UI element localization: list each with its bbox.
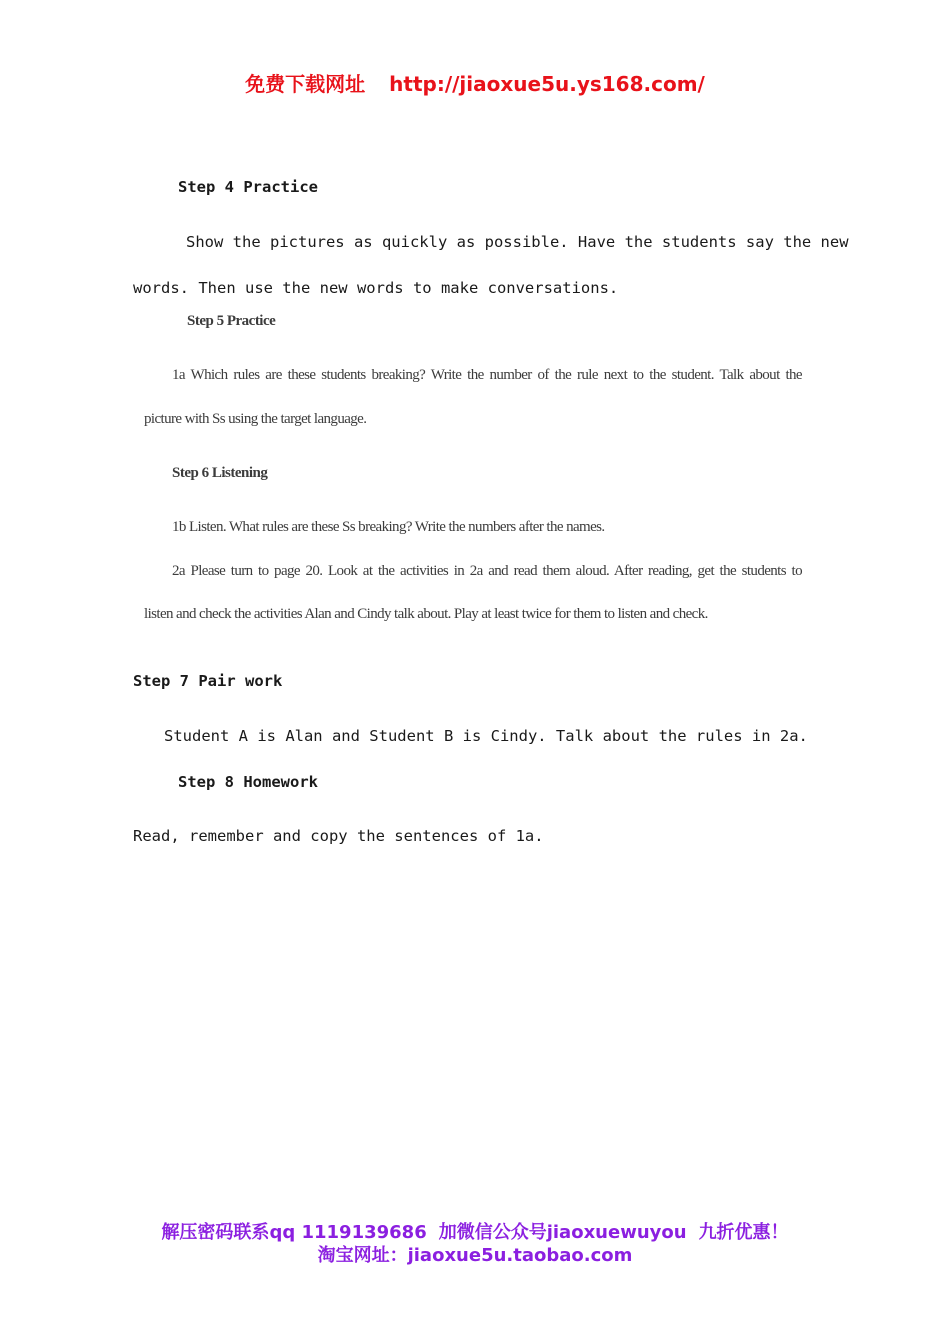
step4-paragraph-line2: words. Then use the new words to make conversations. <box>133 279 619 297</box>
step8-paragraph: Read, remember and copy the sentences of 1a. <box>133 827 544 845</box>
step7-title: Step 7 Pair work <box>133 672 283 690</box>
step4-paragraph-line1: Show the pictures as quickly as possible. Have the students say the new <box>186 233 849 251</box>
footer-discount: 九折优惠！ <box>698 1222 789 1243</box>
footer-taobao-link[interactable]: 淘宝网址：jiaoxue5u.taobao.com <box>317 1245 633 1266</box>
step6-title: Step 6 Listening <box>172 465 268 481</box>
step7-paragraph: Student A is Alan and Student B is Cindy. Talk about the rules in 2a. <box>164 727 808 745</box>
step5-paragraph-line2: picture with Ss using the target language. <box>144 411 367 427</box>
step6-paragraph-line2: 2a Please turn to page 20. Look at the activities in 2a and read them aloud. After reading, get the students to <box>172 563 802 579</box>
header-url-link[interactable]: http://jiaoxue5u.ys168.com/ <box>389 72 705 96</box>
step6-paragraph-line1: 1b Listen. What rules are these Ss breaking? Write the numbers after the names. <box>172 519 605 535</box>
footer-wechat-id: jiaoxuewuyou <box>546 1222 687 1243</box>
step4-title: Step 4 Practice <box>178 178 318 196</box>
header-label: 免费下载网址 <box>245 72 366 96</box>
step8-title: Step 8 Homework <box>178 773 318 791</box>
step6-paragraph-line3: listen and check the activities Alan and Cindy talk about. Play at least twice for them to listen and check. <box>144 606 708 622</box>
footer-wechat-label: 加微信公众号 <box>438 1222 547 1243</box>
header-banner <box>0 68 950 97</box>
footer-qq: qq 1119139686 <box>269 1222 427 1243</box>
step5-title: Step 5 Practice <box>187 313 276 329</box>
footer-password-label: 解压密码联系 <box>161 1222 270 1243</box>
step5-paragraph-line1: 1a Which rules are these students breaking? Write the number of the rule next to the student. Talk about the <box>172 367 802 383</box>
